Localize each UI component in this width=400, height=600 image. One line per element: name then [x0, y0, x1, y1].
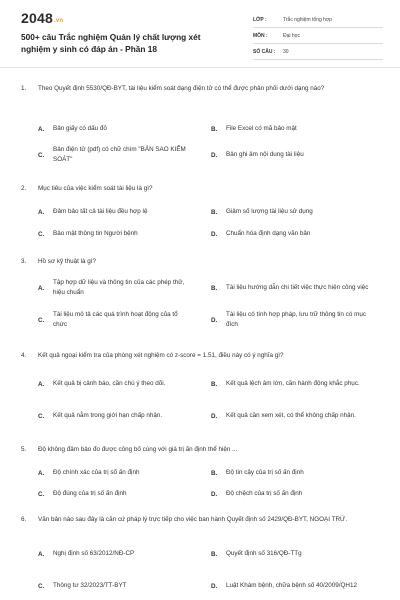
option-letter: A. [38, 469, 45, 477]
option-letter: A. [38, 284, 45, 292]
option-text: Bản giấy có dấu đỏ [53, 125, 107, 132]
option-text: Tập hợp dữ liệu và thông tin của các phép thử, hiệu chuẩn [53, 279, 185, 296]
option-letter: B. [211, 550, 218, 558]
option-letter: D. [211, 151, 218, 159]
option-b[interactable] [211, 544, 383, 564]
option-letter: C. [38, 230, 45, 238]
option-text: Đảm bảo tất cả tài liệu đều hợp lệ [53, 208, 148, 215]
question-number: 4. [21, 352, 27, 359]
option-text: Tài liệu có tính hợp pháp, lưu trữ thông tin có mục đích [226, 311, 366, 328]
option-d[interactable] [211, 145, 383, 165]
meta-row-class [253, 12, 383, 28]
site-logo[interactable] [21, 10, 63, 26]
option-letter: D. [211, 582, 218, 590]
option-a[interactable] [38, 463, 210, 483]
option-text: Nghị định số 63/2012/NĐ-CP [53, 550, 135, 557]
option-c[interactable] [38, 406, 210, 426]
question-number: 1. [21, 85, 27, 92]
option-letter: D. [211, 230, 218, 238]
option-a[interactable] [38, 544, 210, 564]
option-b[interactable] [211, 202, 383, 222]
option-text: Độ đúng của trị số ấn định [53, 490, 127, 497]
option-letter: C. [38, 412, 45, 420]
option-letter: B. [211, 284, 218, 292]
option-text: Bản điện tử (pdf) có chữ chìm "BẢN SAO KIỂM SOÁT" [53, 146, 186, 163]
option-text: Chuẩn hóa định dạng văn bản [226, 230, 311, 237]
option-letter: C. [38, 151, 45, 159]
option-text: Kết quả nằm trong giới hạn chấp nhận. [53, 412, 163, 419]
meta-label: SỐ CÂU : [253, 48, 276, 55]
option-letter: D. [211, 490, 218, 498]
option-d[interactable] [211, 484, 383, 504]
option-text: File Excel có mã bảo mật [226, 125, 297, 132]
option-text: Bảo mật thông tin Người bệnh [53, 230, 138, 237]
question-number: 2. [21, 185, 27, 192]
option-text: Quyết định số 316/QĐ-TTg [226, 550, 302, 557]
question-text: Mục tiêu của việc kiểm soát tài liệu là gì? [38, 185, 153, 192]
option-b[interactable] [211, 278, 383, 298]
document-title: 500+ câu Trắc nghiệm Quản lý chất lượng xét nghiệm y sinh có đáp án - Phần 18 [21, 32, 201, 54]
option-b[interactable] [211, 119, 383, 139]
page-header [0, 0, 400, 62]
option-text: Kết quả lệch âm lớn, cần hành động khắc phục. [226, 380, 360, 387]
option-letter: C. [38, 582, 45, 590]
meta-value: 30 [283, 48, 289, 55]
meta-row-subject [253, 28, 383, 44]
option-text: Tài liệu mô tả các quá trình hoạt động của tổ chức [53, 311, 178, 328]
option-text: Kết quả cần xem xét, có thể không chấp nhận. [226, 412, 356, 419]
meta-value: Đại học [283, 32, 300, 39]
option-d[interactable] [211, 310, 383, 330]
option-letter: D. [211, 412, 218, 420]
option-d[interactable] [211, 224, 383, 244]
option-d[interactable] [211, 576, 383, 596]
question-text: Văn bản nào sau đây là căn cứ pháp lý trực tiếp cho việc ban hành Quyết định số 2429/QĐ-BYT, NGOẠI TRỪ. [38, 516, 348, 523]
option-c[interactable] [38, 576, 210, 596]
option-d[interactable] [211, 406, 383, 426]
option-letter: A. [38, 125, 45, 133]
option-c[interactable] [38, 310, 210, 330]
option-a[interactable] [38, 278, 210, 298]
option-text: Độ chệch của trị số ấn định [226, 490, 303, 497]
option-text: Thông tư 32/2023/TT-BYT [53, 582, 127, 589]
option-letter: B. [211, 208, 218, 216]
option-letter: B. [211, 125, 218, 133]
meta-label: LỚP : [253, 16, 267, 23]
option-text: Giảm số lượng tài liệu sử dụng [226, 208, 313, 215]
option-text: Luật Khám bệnh, chữa bệnh số 40/2009/QH12 [226, 582, 357, 589]
meta-table [253, 12, 383, 60]
option-letter: A. [38, 550, 45, 558]
option-letter: B. [211, 469, 218, 477]
option-letter: C. [38, 490, 45, 498]
option-c[interactable] [38, 224, 210, 244]
question-number: 3. [21, 258, 27, 265]
option-b[interactable] [211, 374, 383, 394]
option-text: Độ tin cậy của trị số ấn định [226, 469, 304, 476]
question-text: Theo Quyết định 5530/QĐ-BYT, tài liệu kiểm soát dạng điện tử có thể được phân phối dưới dạng nào? [38, 85, 325, 92]
meta-row-count [253, 44, 383, 60]
option-text: Bản ghi âm nội dung tài liệu [226, 151, 304, 158]
question-number: 6. [21, 516, 27, 523]
option-letter: A. [38, 380, 45, 388]
header-divider [0, 67, 400, 68]
meta-value: Trắc nghiệm tổng hợp [283, 16, 332, 23]
option-a[interactable] [38, 374, 210, 394]
option-letter: A. [38, 208, 45, 216]
option-b[interactable] [211, 463, 383, 483]
option-text: Tài liệu hướng dẫn chi tiết việc thực hiện công việc [226, 284, 369, 291]
option-a[interactable] [38, 119, 210, 139]
meta-label: MÔN : [253, 32, 268, 39]
option-c[interactable] [38, 484, 210, 504]
question-text: Kết quả ngoại kiểm tra của phòng xét nghiệm có z-score = 1.51, điều này có ý nghĩa gì? [38, 352, 284, 359]
option-text: Kết quả bị cảnh báo, cần chú ý theo dõi. [53, 380, 166, 387]
option-letter: C. [38, 316, 45, 324]
logo-number: 2048 [21, 10, 53, 26]
option-c[interactable] [38, 145, 210, 165]
question-text: Độ không đảm bảo đo được công bố cùng với giá trị ấn định thể hiện ... [38, 446, 238, 453]
option-letter: D. [211, 316, 218, 324]
logo-domain: .vn [53, 18, 64, 24]
option-text: Độ chính xác của trị số ấn định [53, 469, 140, 476]
option-a[interactable] [38, 202, 210, 222]
question-text: Hồ sơ kỹ thuật là gì? [38, 258, 97, 265]
option-letter: B. [211, 380, 218, 388]
question-number: 5. [21, 446, 27, 453]
